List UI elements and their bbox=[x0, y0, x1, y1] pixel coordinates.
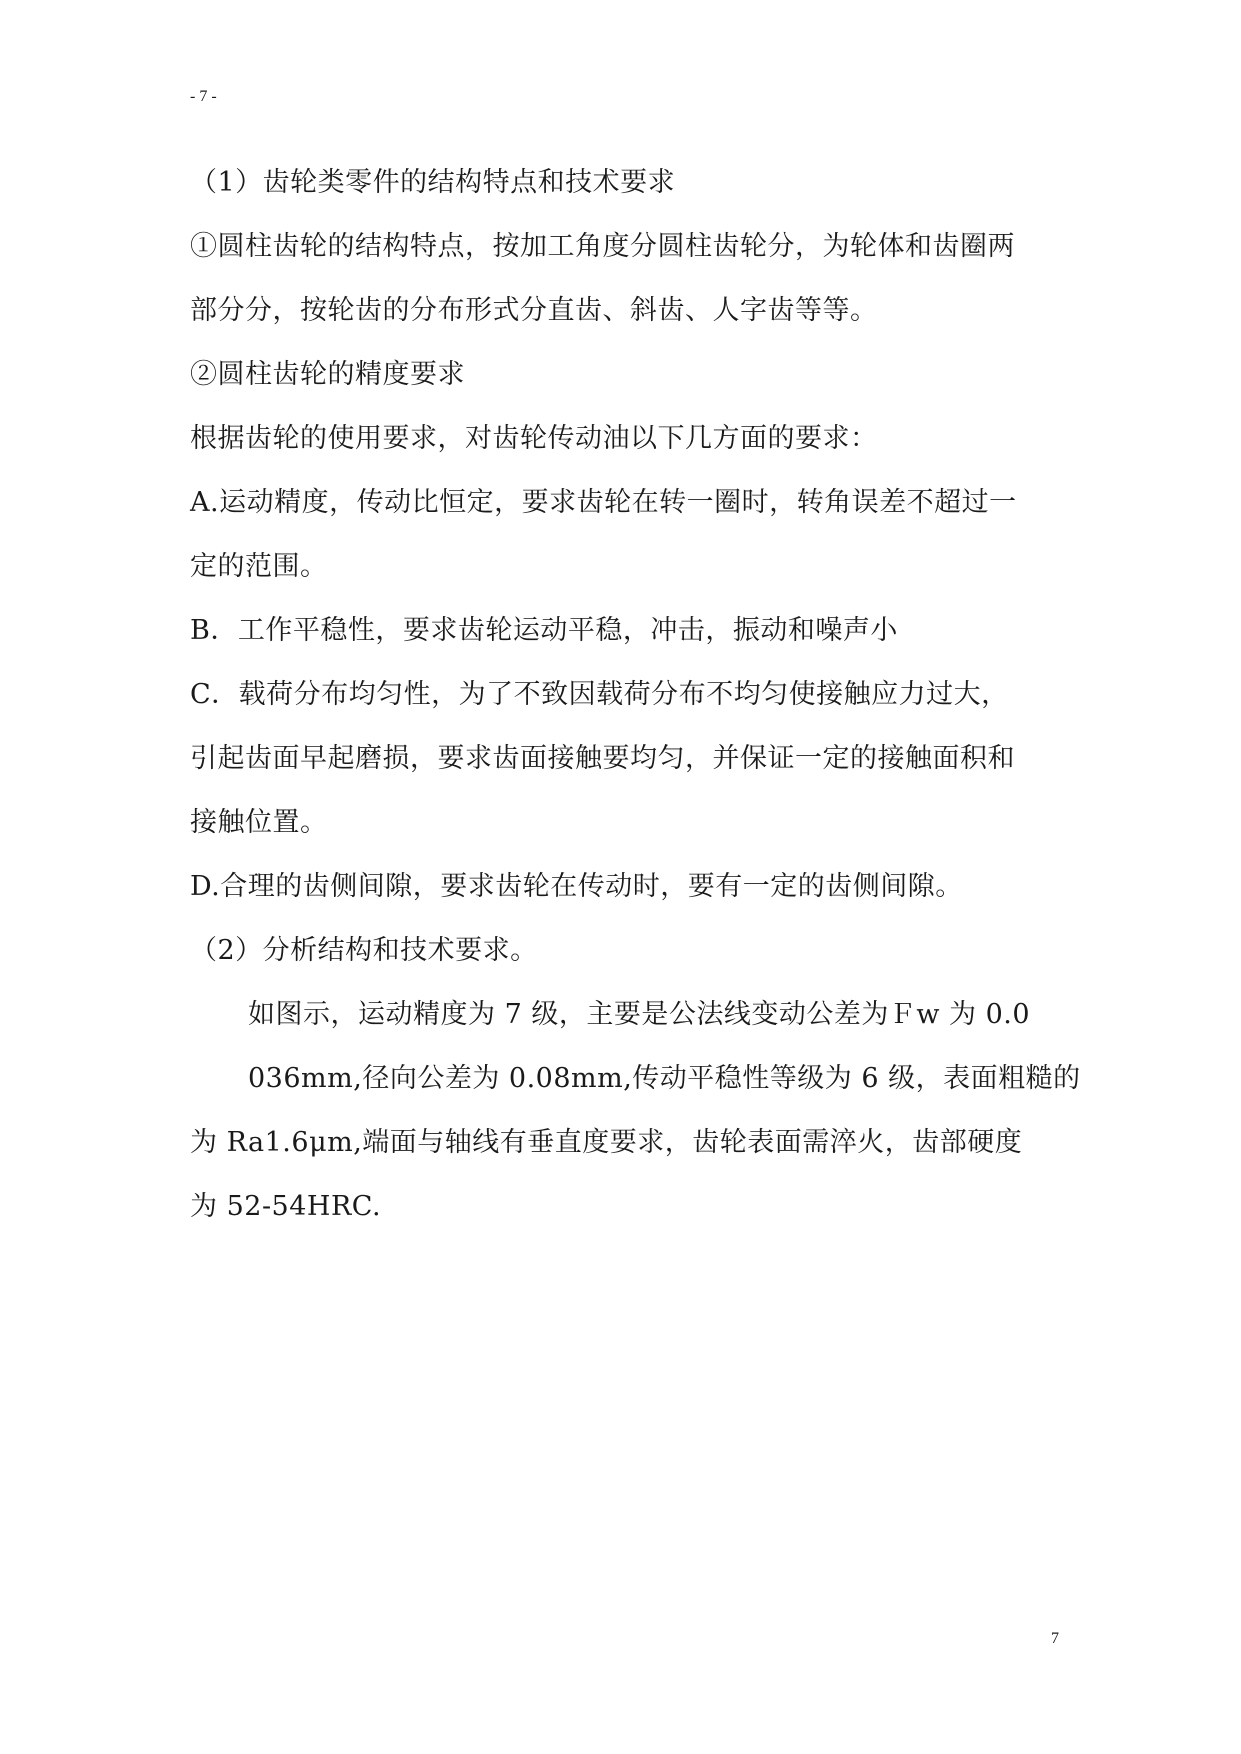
paragraph-line: 部分分，按轮齿的分布形式分直齿、斜齿、人字齿等等。 bbox=[190, 295, 878, 326]
list-item-d: D.合理的齿侧间隙，要求齿轮在传动时，要有一定的齿侧间隙。 bbox=[190, 871, 963, 902]
body-text bbox=[190, 158, 1081, 1246]
paragraph-line-indented: 036mm,径向公差为 0.08mm,传动平稳性等级为 6 级，表面粗糙的 bbox=[248, 1063, 1081, 1094]
list-item-a-cont: 定的范围。 bbox=[190, 551, 328, 582]
paragraph-line: 为 52-54HRC. bbox=[190, 1191, 382, 1222]
paragraph-line-indented: 如图示，运动精度为 7 级，主要是公法线变动公差为Ｆw 为 0.0 bbox=[248, 999, 1031, 1030]
section-heading-2: （2）分析结构和技术要求。 bbox=[190, 935, 538, 966]
list-item-c-cont: 引起齿面早起磨损，要求齿面接触要均匀，并保证一定的接触面积和 bbox=[190, 743, 1015, 774]
page-number: 7 bbox=[1051, 1630, 1059, 1647]
list-item-b: B．工作平稳性，要求齿轮运动平稳，冲击，振动和噪声小 bbox=[190, 615, 898, 646]
section-heading-1: （1）齿轮类零件的结构特点和技术要求 bbox=[190, 167, 676, 198]
paragraph-line: 根据齿轮的使用要求，对齿轮传动油以下几方面的要求： bbox=[190, 423, 878, 454]
list-item-c-cont: 接触位置。 bbox=[190, 807, 328, 838]
header-page-mark: - 7 - bbox=[190, 88, 217, 105]
list-item-a: A.运动精度，传动比恒定，要求齿轮在转一圈时，转角误差不超过一 bbox=[190, 487, 1017, 518]
subheading-precision: ②圆柱齿轮的精度要求 bbox=[190, 359, 465, 390]
list-item-c: C．载荷分布均匀性，为了不致因载荷分布不均匀使接触应力过大， bbox=[190, 679, 1009, 710]
paragraph-line: 为 Ra1.6μm,端面与轴线有垂直度要求，齿轮表面需淬火，齿部硬度 bbox=[190, 1127, 1023, 1158]
paragraph-line: ①圆柱齿轮的结构特点，按加工角度分圆柱齿轮分，为轮体和齿圈两 bbox=[190, 231, 1015, 262]
